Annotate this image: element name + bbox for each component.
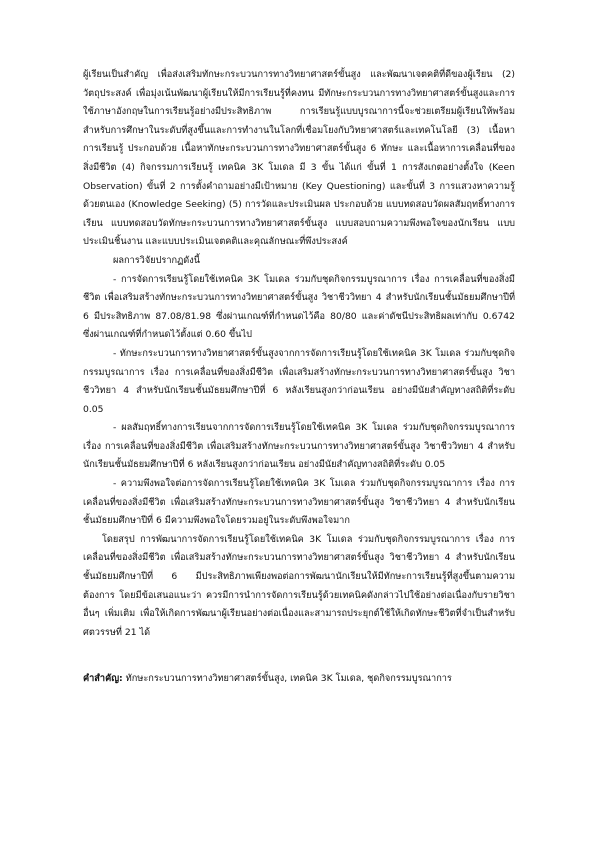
keywords-line bbox=[83, 670, 515, 689]
result-skills-paragraph: - ทักษะกระบวนการทางวิทยาศาสตร์ขั้นสูงจากการจัดการเรียนรู้โดยใช้เทคนิค 3K โมเดล ร่วมกับชุดกิจกรรมบูรณาการ เรื่อง การเคลื่อนที่ของสิ่งมีชีวิต เพื่อเสริมสร้างทักษะกระบวนการทางวิทยาศาสตร์ขั้นสูง วิชาชีววิทยา 4 สำหรับนักเรียนชั้นมัธยมศึกษาปีที่ 6 หลังเรียนสูงกว่าก่อนเรียน อย่างมีนัยสำคัญทางสถิติที่ระดับ 0.05 bbox=[83, 347, 515, 415]
abstract-intro-paragraph: ผู้เรียนเป็นสำคัญ เพื่อส่งเสริมทักษะกระบวนการทางวิทยาศาสตร์ขั้นสูง และพัฒนาเจตคติที่ดีของผู้เรียน (2) วัตถุประสงค์ เพื่อมุ่งเน้นพัฒนาผู้เรียนให้มีการเรียนรู้ที่คงทน มีทักษะกระบวนการทางวิทยาศาสตร์ขั้นสูงและการใช้ภาษาอังกฤษในการเรียนรู้อย่างมีประสิทธิภาพ การเรียนรู้แบบบูรณาการนี้จะช่วยเตรียมผู้เรียนให้พร้อมสำหรับการศึกษาในระดับที่สูงขึ้นและการทำงานในโลกที่เชื่อมโยงกับวิทยาศาสตร์และเทคโนโลยี (3) เนื้อหาการเรียนรู้ ประกอบด้วย เนื้อหาทักษะกระบวนการทางวิทยาศาสตร์ขั้นสูง 6 ทักษะ และเนื้อหาการเคลื่อนที่ของสิ่งมีชีวิต (4) กิจกรรมการเรียนรู้ เทคนิค 3K โมเดล มี 3 ขั้น ได้แก่ ขั้นที่ 1 การสังเกตอย่างตั้งใจ (Keen Observation) ขั้นที่ 2 การตั้งคำถามอย่างมีเป้าหมาย (Key Questioning) และขั้นที่ 3 การแสวงหาความรู้ด้วยตนเอง (Knowledge Seeking) (5) การวัดและประเมินผล ประกอบด้วย แบบทดสอบวัดผลสัมฤทธิ์ทางการเรียน แบบทดสอบวัดทักษะกระบวนการทางวิทยาศาสตร์ขั้นสูง แบบสอบถามความพึงพอใจของนักเรียน แบบประเมินชิ้นงาน และแบบประเมินเจตคติและคุณลักษณะที่พึงประสงค์ bbox=[83, 69, 515, 248]
result-satisfaction-paragraph: - ความพึงพอใจต่อการจัดการเรียนรู้โดยใช้เทคนิค 3K โมเดล ร่วมกับชุดกิจกรรมบูรณาการ เรื่อง การเคลื่อนที่ของสิ่งมีชีวิต เพื่อเสริมสร้างทักษะกระบวนการทางวิทยาศาสตร์ขั้นสูง วิชาชีววิทยา 4 สำหรับนักเรียนชั้นมัธยมศึกษาปีที่ 6 มีความพึงพอใจโดยรวมอยู่ในระดับพึงพอใจมาก bbox=[83, 478, 515, 527]
results-heading: ผลการวิจัยปรากฏดังนี้ bbox=[113, 254, 200, 266]
abstract-page bbox=[83, 66, 515, 698]
result-achievement-paragraph: - ผลสัมฤทธิ์ทางการเรียนจากการจัดการเรียนรู้โดยใช้เทคนิค 3K โมเดล ร่วมกับชุดกิจกรรมบูรณาการ เรื่อง การเคลื่อนที่ของสิ่งมีชีวิต เพื่อเสริมสร้างทักษะกระบวนการทางวิทยาศาสตร์ขั้นสูง วิชาชีววิทยา 4 สำหรับนักเรียนชั้นมัธยมศึกษาปีที่ 6 หลังเรียนสูงกว่าก่อนเรียน อย่างมีนัยสำคัญทางสถิติที่ระดับ 0.05 bbox=[83, 422, 515, 471]
keywords-text: ทักษะกระบวนการทางวิทยาศาสตร์ขั้นสูง, เทคนิค 3K โมเดล, ชุดกิจกรรมบูรณาการ bbox=[122, 673, 452, 685]
result-efficiency-paragraph: - การจัดการเรียนรู้โดยใช้เทคนิค 3K โมเดล ร่วมกับชุดกิจกรรมบูรณาการ เรื่อง การเคลื่อนที่ของสิ่งมีชีวิต เพื่อเสริมสร้างทักษะกระบวนการทางวิทยาศาสตร์ขั้นสูง วิชาชีววิทยา 4 สำหรับนักเรียนชั้นมัธยมศึกษาปีที่ 6 มีประสิทธิภาพ 87.08/81.98 ซึ่งผ่านเกณฑ์ที่กำหนดไว้คือ 80/80 และค่าดัชนีประสิทธิผลเท่ากับ 0.6742 ซึ่งผ่านเกณฑ์ที่กำหนดไว้ตั้งแต่ 0.60 ขึ้นไป bbox=[83, 273, 515, 341]
conclusion-paragraph: โดยสรุป การพัฒนาการจัดการเรียนรู้โดยใช้เทคนิค 3K โมเดล ร่วมกับชุดกิจกรรมบูรณาการ เรื่อง การเคลื่อนที่ของสิ่งมีชีวิต เพื่อเสริมสร้างทักษะกระบวนการทางวิทยาศาสตร์ขั้นสูง วิชาชีววิทยา 4 สำหรับนักเรียนชั้นมัธยมศึกษาปีที่ 6 มีประสิทธิภาพเพียงพอต่อการพัฒนานักเรียนให้มีทักษะการเรียนรู้ที่สูงขึ้นตามความต้องการ โดยมีข้อเสนอแนะว่า ควรมีการนำการจัดการเรียนรู้ด้วยเทคนิคดังกล่าวไปใช้อย่างต่อเนื่องกับรายวิชาอื่นๆ เพิ่มเติม เพื่อให้เกิดการพัฒนาผู้เรียนอย่างต่อเนื่องและสามารถประยุกต์ใช้ให้เกิดทักษะชีวิตที่จำเป็นสำหรับศตวรรษที่ 21 ได้ bbox=[83, 533, 515, 638]
keywords-label: คำสำคัญ: bbox=[83, 673, 123, 685]
